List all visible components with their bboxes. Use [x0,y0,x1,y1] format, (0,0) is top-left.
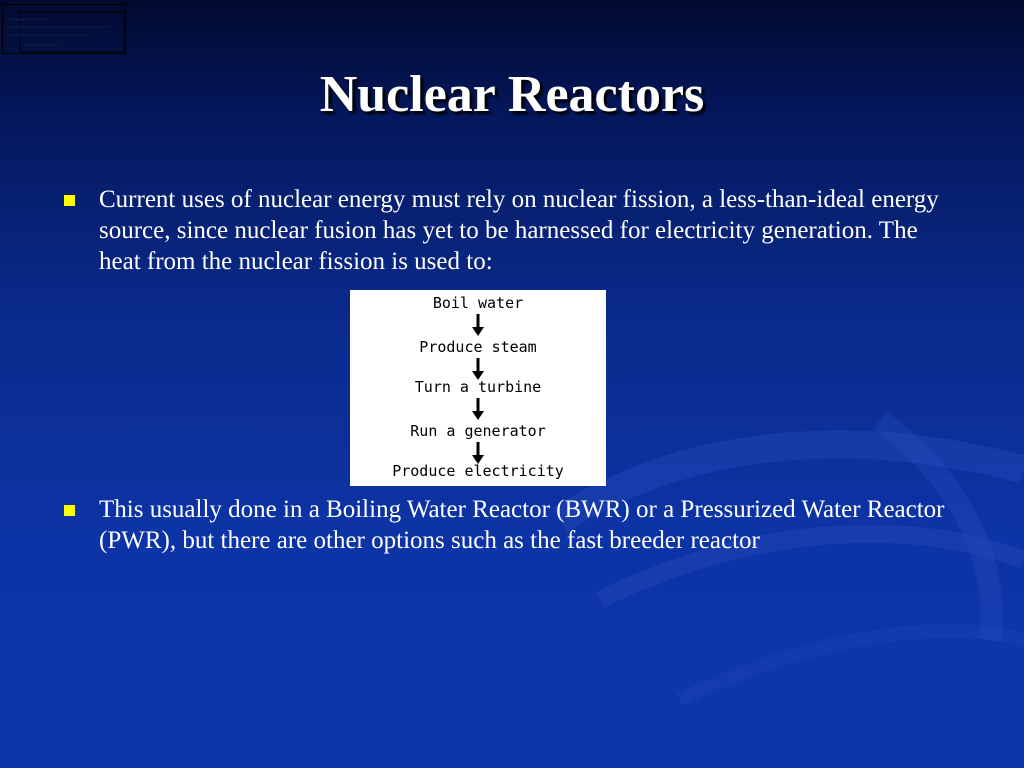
square-bullet-icon [64,195,75,206]
down-arrow-icon [472,442,484,464]
flow-step: Produce steam [419,338,537,356]
bullet-item [62,494,962,590]
flow-step: Boil water [432,294,524,312]
flow-step: Run a generator [410,422,546,440]
bullet-text: This usually done in a Boiling Water Reactor (BWR) or a Pressurized Water Reactor (PWR), but there are other options such as the fast breeder reactor [99,496,945,554]
down-arrow-icon [472,398,484,420]
flow-step: Turn a turbine [414,378,542,396]
slide-title: Nuclear Reactors [319,66,705,123]
bullet-item [62,184,962,280]
down-arrow-icon [472,314,484,336]
slide-thumbnail-icon [2,4,126,54]
down-arrow-icon [472,358,484,380]
square-bullet-icon [64,505,75,516]
bullet-text: Current uses of nuclear energy must rely on nuclear fission, a less-than-ideal energy source, since nuclear fusion has yet to be harnessed for electricity generation. The heat from the nuclear fission is used to: [99,186,939,275]
flow-step: Produce electricity [392,462,564,480]
flowchart-image [350,290,606,486]
